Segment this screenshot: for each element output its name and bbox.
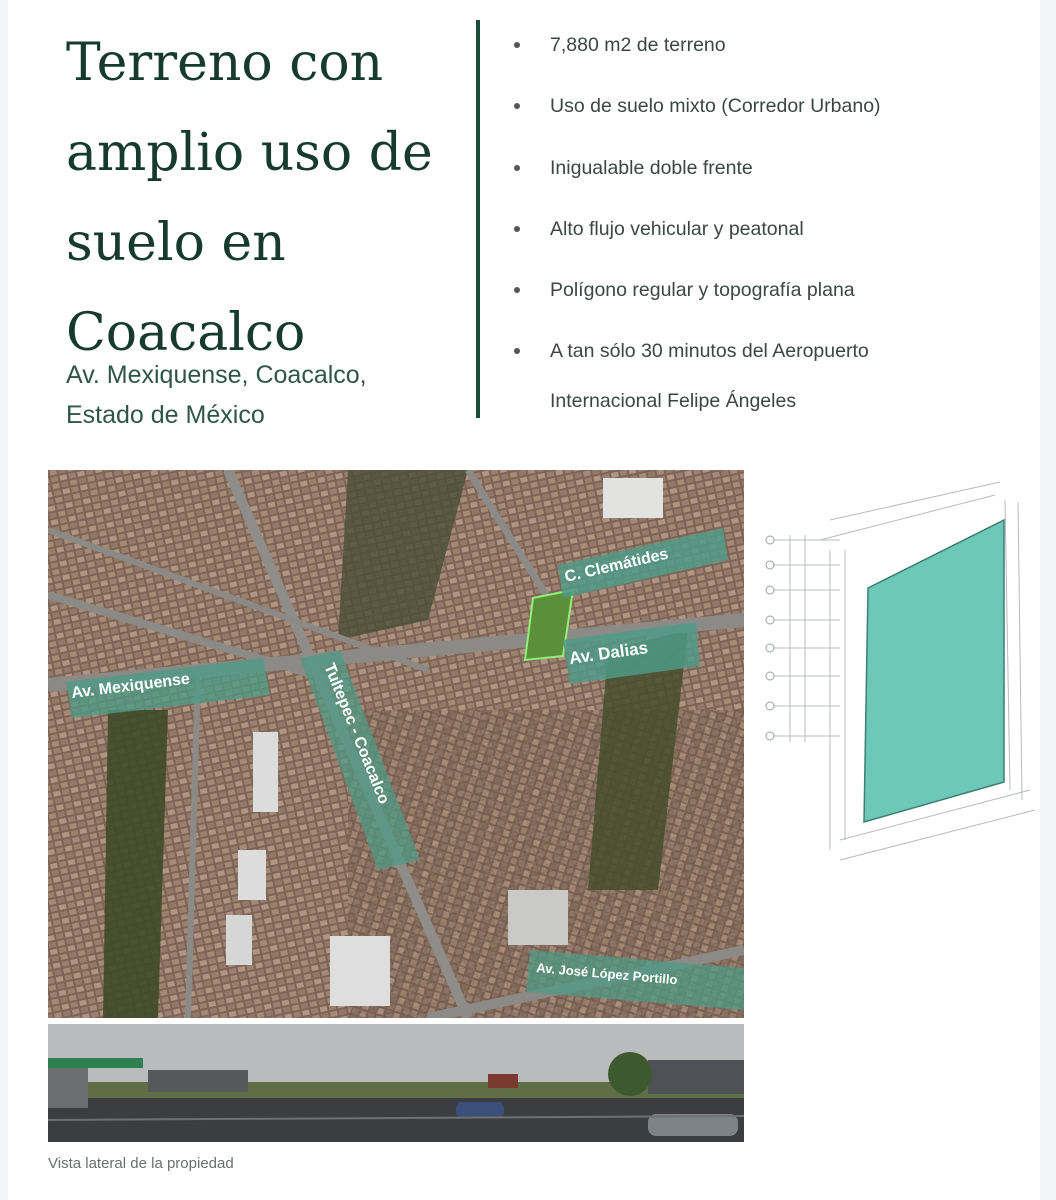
- building: [508, 890, 568, 945]
- feature-text: Uso de suelo mixto (Corredor Urbano): [550, 95, 881, 118]
- parcel-polygon: [864, 520, 1004, 822]
- street-label-text: C. Clemátides: [563, 545, 671, 586]
- tree: [608, 1052, 652, 1096]
- photo-caption: Vista lateral de la propiedad: [48, 1155, 234, 1172]
- feature-item: [508, 143, 1028, 193]
- structure: [48, 1068, 88, 1108]
- bullet-icon: [514, 103, 520, 109]
- street-label-text: Av. Mexiquense: [70, 670, 191, 702]
- location-line: Av. Mexiquense, Coacalco,: [66, 361, 367, 389]
- feature-list: [508, 20, 1028, 426]
- feature-item: [508, 326, 1028, 426]
- street-label-text: Tultepec - Coacalco: [320, 661, 393, 807]
- property-location: [66, 355, 446, 435]
- title-line: amplio uso de: [66, 123, 433, 183]
- site-plan: [760, 480, 1050, 890]
- building: [648, 1060, 744, 1094]
- bullet-icon: [514, 287, 520, 293]
- green-strip: [103, 710, 168, 1018]
- feature-text: Internacional Felipe Ángeles: [550, 390, 797, 413]
- building: [253, 732, 278, 812]
- feature-text: 7,880 m2 de terreno: [550, 34, 726, 56]
- survey-markers: [766, 536, 774, 740]
- building: [330, 936, 390, 1006]
- property-title: [66, 18, 446, 378]
- street-photo-graphic: [48, 1024, 744, 1142]
- title-line: suelo en: [66, 213, 286, 273]
- bullet-icon: [514, 165, 520, 171]
- structure: [148, 1070, 248, 1092]
- street-label-text: Av. José López Portillo: [535, 960, 679, 988]
- feature-item: [508, 81, 1028, 131]
- bullet-icon: [514, 226, 520, 232]
- feature-item: [508, 265, 1028, 315]
- gas-station-canopy: [48, 1058, 143, 1068]
- building: [238, 850, 266, 900]
- feature-item: [508, 204, 1028, 254]
- feature-text: Inigualable doble frente: [550, 156, 753, 179]
- car: [456, 1102, 504, 1118]
- bullet-icon: [514, 42, 520, 48]
- feature-text: Polígono regular y topografía plana: [550, 279, 855, 302]
- property-sheet: [8, 0, 1040, 1200]
- title-line: Coacalco: [66, 303, 306, 363]
- bullet-icon: [514, 348, 520, 354]
- vertical-divider: [476, 20, 480, 418]
- location-line: Estado de México: [66, 401, 265, 429]
- street-label-text: Av. Dalias: [567, 638, 650, 668]
- building: [603, 478, 663, 518]
- aerial-map: [48, 470, 744, 1018]
- building: [226, 915, 252, 965]
- feature-text: A tan sólo 30 minutos del Aeropuerto: [550, 340, 869, 363]
- street-photo: [48, 1024, 744, 1142]
- aerial-map-graphic: [48, 470, 744, 1018]
- title-line: Terreno con: [66, 33, 384, 93]
- feature-item: [508, 20, 1028, 70]
- site-plan-graphic: [760, 480, 1050, 890]
- structure: [488, 1074, 518, 1088]
- feature-text: Alto flujo vehicular y peatonal: [550, 217, 804, 240]
